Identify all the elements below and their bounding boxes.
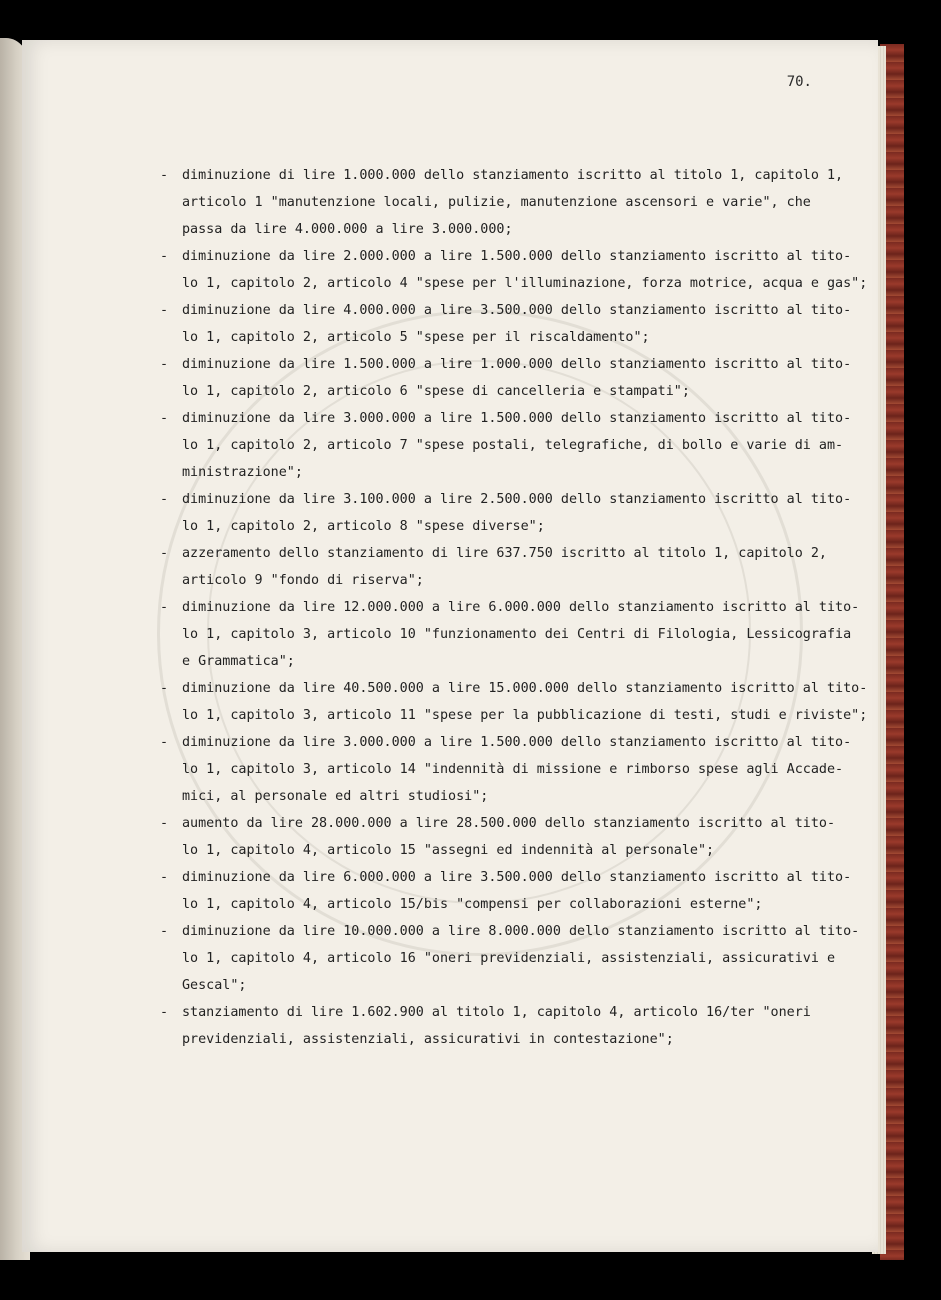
list-item-line: lo 1, capitolo 2, articolo 7 "spese postali, telegrafiche, di bollo e varie di am- bbox=[182, 438, 844, 453]
bullet-dash: - bbox=[160, 492, 169, 507]
list-item-line: mici, al personale ed altri studiosi"; bbox=[182, 789, 489, 804]
list-item bbox=[158, 999, 848, 1053]
bullet-dash: - bbox=[160, 681, 169, 696]
list-item-line: articolo 1 "manutenzione locali, pulizie, manutenzione ascensori e varie", che bbox=[182, 195, 811, 210]
document-body bbox=[158, 162, 868, 1053]
list-item-line: diminuzione da lire 3.100.000 a lire 2.500.000 dello stanziamento iscritto al tito- bbox=[182, 492, 852, 507]
bullet-dash: - bbox=[160, 249, 169, 264]
list-item-line: lo 1, capitolo 4, articolo 15 "assegni ed indennità al personale"; bbox=[182, 843, 715, 858]
bullet-dash: - bbox=[160, 600, 169, 615]
list-item-line: stanziamento di lire 1.602.900 al titolo 1, capitolo 4, articolo 16/ter "oneri bbox=[182, 1005, 811, 1020]
list-item-line: diminuzione da lire 40.500.000 a lire 15.000.000 dello stanziamento iscritto al tito- bbox=[182, 681, 868, 696]
list-item-line: lo 1, capitolo 4, articolo 16 "oneri previdenziali, assistenziali, assicurativi e bbox=[182, 951, 836, 966]
list-item bbox=[158, 918, 860, 999]
bullet-dash: - bbox=[160, 816, 169, 831]
bullet-dash: - bbox=[160, 357, 169, 372]
list-item bbox=[158, 162, 848, 243]
list-item-line: lo 1, capitolo 2, articolo 8 "spese diverse"; bbox=[182, 519, 545, 534]
bullet-dash: - bbox=[160, 870, 169, 885]
list-item-line: lo 1, capitolo 3, articolo 11 "spese per la pubblicazione di testi, studi e riviste"; bbox=[182, 708, 868, 723]
list-item-line: e Grammatica"; bbox=[182, 654, 295, 669]
list-item-line: lo 1, capitolo 3, articolo 14 "indennità di missione e rimborso spese agli Accade- bbox=[182, 762, 844, 777]
list-item-line: diminuzione da lire 4.000.000 a lire 3.500.000 dello stanziamento iscritto al tito- bbox=[182, 303, 852, 318]
list-item bbox=[158, 486, 852, 540]
list-item-line: diminuzione da lire 3.000.000 a lire 1.500.000 dello stanziamento iscritto al tito- bbox=[182, 735, 852, 750]
list-item-line: Gescal"; bbox=[182, 978, 247, 993]
list-item-line: aumento da lire 28.000.000 a lire 28.500.000 dello stanziamento iscritto al tito- bbox=[182, 816, 836, 831]
page-number: 70. bbox=[786, 74, 812, 90]
bullet-dash: - bbox=[160, 303, 169, 318]
list-item bbox=[158, 351, 852, 405]
list-item-line: diminuzione da lire 1.500.000 a lire 1.000.000 dello stanziamento iscritto al tito- bbox=[182, 357, 852, 372]
list-item-line: passa da lire 4.000.000 a lire 3.000.000; bbox=[182, 222, 513, 237]
bullet-dash: - bbox=[160, 168, 169, 183]
list-item-line: diminuzione da lire 6.000.000 a lire 3.500.000 dello stanziamento iscritto al tito- bbox=[182, 870, 852, 885]
list-item bbox=[158, 810, 848, 864]
list-item-line: diminuzione da lire 3.000.000 a lire 1.500.000 dello stanziamento iscritto al tito- bbox=[182, 411, 852, 426]
list-item bbox=[158, 297, 852, 351]
list-item bbox=[158, 405, 852, 486]
bullet-dash: - bbox=[160, 411, 169, 426]
list-item-line: diminuzione da lire 10.000.000 a lire 8.000.000 dello stanziamento iscritto al tito- bbox=[182, 924, 860, 939]
list-item bbox=[158, 594, 860, 675]
bullet-dash: - bbox=[160, 735, 169, 750]
list-item-line: diminuzione da lire 12.000.000 a lire 6.000.000 dello stanziamento iscritto al tito- bbox=[182, 600, 860, 615]
list-item bbox=[158, 243, 868, 297]
list-item-line: diminuzione da lire 2.000.000 a lire 1.500.000 dello stanziamento iscritto al tito- bbox=[182, 249, 852, 264]
list-item bbox=[158, 540, 848, 594]
list-item-line: diminuzione di lire 1.000.000 dello stanziamento iscritto al titolo 1, capitolo 1, bbox=[182, 168, 844, 183]
list-item bbox=[158, 729, 852, 810]
list-item-line: articolo 9 "fondo di riserva"; bbox=[182, 573, 424, 588]
list-item-line: lo 1, capitolo 2, articolo 5 "spese per il riscaldamento"; bbox=[182, 330, 650, 345]
list-item-line: azzeramento dello stanziamento di lire 637.750 iscritto al titolo 1, capitolo 2, bbox=[182, 546, 827, 561]
bullet-dash: - bbox=[160, 546, 169, 561]
list-item-line: previdenziali, assistenziali, assicurativi in contestazione"; bbox=[182, 1032, 674, 1047]
list-item-line: lo 1, capitolo 2, articolo 4 "spese per l'illuminazione, forza motrice, acqua e gas"; bbox=[182, 276, 868, 291]
list-item-line: lo 1, capitolo 2, articolo 6 "spese di cancelleria e stampati"; bbox=[182, 384, 690, 399]
bullet-dash: - bbox=[160, 1005, 169, 1020]
list-item-line: lo 1, capitolo 3, articolo 10 "funzionamento dei Centri di Filologia, Lessicografia bbox=[182, 627, 852, 642]
list-item-line: ministrazione"; bbox=[182, 465, 303, 480]
document-page bbox=[22, 40, 878, 1252]
list-item bbox=[158, 675, 868, 729]
list-item bbox=[158, 864, 852, 918]
bullet-dash: - bbox=[160, 924, 169, 939]
list-item-line: lo 1, capitolo 4, articolo 15/bis "compensi per collaborazioni esterne"; bbox=[182, 897, 763, 912]
